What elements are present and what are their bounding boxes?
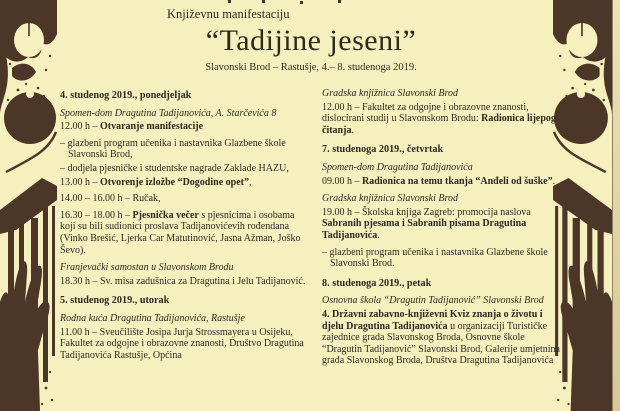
text-run: 09.00 h – (322, 175, 362, 187)
text-run: 18.30 h – Sv. misa zadušnica za Dragutina i Jelu Tadijanović. (60, 275, 306, 287)
text-run: 13.00 h – (60, 176, 100, 188)
text-run: 11.00 h – Sveučilište Josipa Jurja Strossmayera u Osijeku, Fakultet za odgojne i obrazovne znanosti, Društvo Dragutina Tadijanovića Rastušje, Općina (60, 326, 304, 361)
text-run: 16.30 – 18.00 h – (60, 209, 133, 221)
text-run: Gradska knjižnica Slavonski Brod (322, 193, 459, 205)
text-run: – glazbeni program učenika i nastavnika Glazbene škole Slavonski Brod. (322, 246, 548, 270)
venue-line (60, 262, 310, 274)
text-run: 19.00 h – Školska knjiga Zagreb: promocija naslova (322, 206, 531, 218)
text-run: u organizaciji Turističke zajednice grada Slavonskog Broda, Osnovne škole “Dragutin Tadijanović” Slavonski Brod, Galerije umjetnina grada Slavonskog Broda, Društva Dragutina Tadijanovića (322, 320, 560, 367)
program-entry (322, 102, 564, 137)
text-run: Otvaranje manifestacije (100, 121, 204, 133)
venue-line (322, 295, 564, 307)
event-title: “Tadijine jeseni” (205, 24, 417, 57)
text-run: . (351, 124, 354, 136)
program-entry (322, 247, 564, 270)
venue-line (322, 162, 564, 174)
program-column-right (322, 82, 564, 411)
scanned-page-edge (612, 0, 620, 411)
text-run: 12.00 h – Fakultet za odgojne i obrazovne znanosti, dislocirani studij u Slavonskom Brodu: (322, 101, 529, 125)
text-run: 5. studenog 2019., utorak (60, 295, 170, 307)
text-run: Gradska knjižnica Slavonski Brod (322, 88, 459, 99)
text-run: Pjesnička večer (132, 209, 199, 221)
text-run: 4. Državni zabavno-književni Kviz znanja o životu i djelu Dragutina Tadijanovića (322, 308, 543, 332)
text-run: 12.00 h – (60, 121, 100, 133)
text-run: 8. studenoga 2019., petak (322, 277, 432, 289)
program-entry (60, 193, 310, 205)
text-run: Osnovna škola “Dragutin Tadijanović” Slavonski Brod (322, 295, 544, 307)
text-run: Otvorenje izložbe “Dogodine opet” (100, 176, 249, 188)
text-run: Spomen-dom Dragutina Tadijanovića (322, 161, 473, 173)
text-run: 14.00 – 16.00 h – Ručak, (60, 193, 161, 205)
text-run: Spomen-dom Dragutina Tadijanovića, A. Starčevića 8 (60, 107, 277, 119)
program-entry (322, 309, 564, 367)
venue-line (60, 108, 310, 120)
woodcut-apple-hand-icon (0, 0, 57, 411)
poster-header (60, 0, 562, 74)
program-entry (60, 327, 310, 362)
program-entry (322, 207, 564, 242)
program-entry (322, 176, 564, 188)
venue-line (322, 193, 564, 205)
text-run: . (377, 229, 380, 241)
program-column-left (60, 82, 310, 411)
text-run: 7. studenoga 2019., četvrtak (322, 144, 444, 156)
text-run: 4. studenog 2019., ponedjeljak (60, 90, 192, 101)
text-run: . (552, 175, 556, 187)
date-heading (60, 295, 310, 307)
text-run: Radionica lijepog čitanja (322, 113, 556, 136)
text-run: – glazbeni program učenika i nastavnika Glazbene škole Slavonski Brod, (60, 137, 286, 161)
date-heading (322, 144, 564, 156)
program-entry (60, 177, 310, 189)
program-entry (60, 138, 310, 161)
text-run: – dodjela pjesničke i studentske nagrade Zaklade HAZU, (60, 162, 289, 174)
program-schedule (60, 82, 564, 411)
text-run: , (248, 176, 252, 188)
date-heading (322, 278, 564, 290)
program-entry (60, 210, 310, 256)
text-run: s pjesnicima i osobama koji su bili sudionici proslava Tadijanovićevih rođendana (Vinko Brešić, Ljerka Car Matutinović, Jasna Ažman, Joško Ševo). (60, 209, 301, 256)
left-border-woodcut-art (0, 0, 57, 411)
text-run: Franjevački samostan u Slavonskom Brodu (60, 262, 234, 274)
program-entry (60, 276, 310, 288)
text-run: Sabranih pjesama i Sabranih pisama Dragutina Tadijanovića (322, 218, 527, 241)
event-kicker: Književnu manifestaciju (167, 7, 290, 21)
venue-line (322, 88, 564, 100)
program-entry (60, 163, 310, 175)
text-run: Rodna kuća Dragutina Tadijanovića, Rastušje (60, 312, 245, 324)
text-run: Radionica na temu tkanja “Anđeli od šuške” (362, 175, 553, 187)
venue-line (60, 313, 310, 325)
program-entry (60, 121, 310, 133)
event-location-dates: Slavonski Brod – Rastušje, 4.– 8. studenoga 2019. (205, 62, 417, 73)
date-heading (60, 90, 310, 102)
